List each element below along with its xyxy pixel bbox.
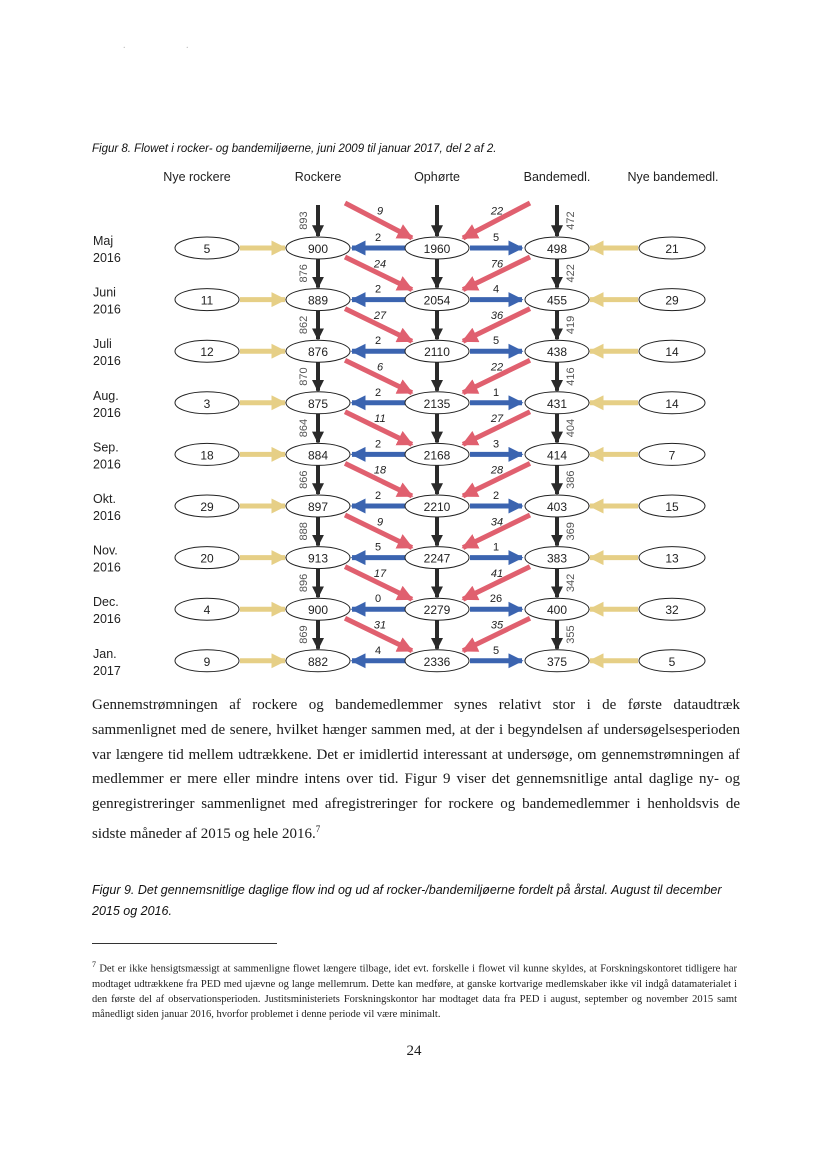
nye-bandemedl-node-value: 14 [665,345,679,360]
ophorte-node-value: 2279 [423,603,451,618]
rockere-node-value: 900 [307,603,329,618]
ophorte-to-rockere-label: 17 [373,567,387,580]
column-header-nye-bandemedl: Nye bandemedl. [627,170,719,184]
rockere-ophorte-label: 4 [374,644,382,657]
bandemedl-node-value: 431 [546,396,568,411]
month-year-label: 2017 [93,663,121,678]
month-year-label: 2016 [93,560,121,575]
rockere-node-value: 900 [307,242,329,256]
ophorte-node-value: 2110 [424,345,450,360]
bandemedl-node-value: 375 [546,654,568,669]
bandemedl-ophorte-label: 2 [492,490,500,502]
rockere-ophorte-label: 2 [374,283,382,296]
rockere-stay-label: 876 [298,264,310,283]
ophorte-to-rockere-label: 6 [376,361,384,374]
ophorte-to-bandemedl-label: 27 [490,413,504,426]
ophorte-node-value: 2168 [423,448,451,463]
bandemedl-node-value: 455 [546,293,568,308]
bandemedl-node-value: 403 [546,500,568,514]
nye-bandemedl-node-value: 15 [665,500,679,514]
nye-rockere-node-value: 11 [200,293,214,308]
month-year-label: 2016 [93,302,121,317]
body-paragraph [92,693,740,847]
bandemedl-ophorte-label: 26 [489,593,503,606]
bandemedl-stay-label: 386 [565,470,577,489]
bandemedl-stay-label: 416 [565,367,577,386]
month-year-label: 2016 [93,457,121,472]
month-year-label: 2016 [93,251,121,265]
column-header-bandemedl: Bandemedl. [523,170,591,184]
footnote-text: Det er ikke hensigtsmæssigt at sammenligne flowet længere tilbage, idet evt. forskelle i flowet vil kunne skyldes, at Forskningskontoret tidligere har modtaget udtrækkene fra PED med ujævne og lange mellemrum. Dette kan medføre, at ganske kortvarige medlemskaber ikke vil indgå datamaterialet i den første del af observationsperioden. Justitsministeriets Forskningskontor har modtaget data fra PED i august, september og november 2015 samt månedligt siden januar 2016, hvorfor problemet i denne periode vil være minimalt. [92,963,738,1021]
figure-8-caption: Figur 8. Flowet i rocker- og bandemiljøerne, juni 2009 til januar 2017, del 2 af 2. [92,143,497,155]
nye-rockere-node-value: 20 [200,551,214,566]
rockere-stay-label: 864 [298,418,310,438]
bandemedl-stay-label: 419 [565,315,577,335]
column-header-nye-rockere: Nye rockere [163,170,231,184]
ophorte-to-rockere-label: 24 [373,258,387,271]
rockere-ophorte-label: 0 [374,593,382,606]
page-number: 24 [406,1043,422,1059]
rockere-stay-label: 862 [298,315,310,335]
rockere-stay-label: 866 [298,470,310,489]
nye-rockere-node-value: 18 [200,448,214,463]
month-label: Maj [93,234,114,248]
rockere-stay-label: 870 [298,367,310,386]
rockere-node-value: 913 [307,551,329,566]
ophorte-node-value: 2054 [423,293,451,308]
rockere-node-value: 889 [307,293,329,308]
ophorte-to-bandemedl-label: 76 [490,258,504,271]
ophorte-to-rockere-label: 18 [373,464,387,477]
bandemedl-stay-label: 369 [565,522,577,541]
rockere-stay-label: 888 [298,522,310,541]
bandemedl-node-value: 438 [546,345,568,360]
month-label: Nov. [93,543,118,558]
bandemedl-stay-label: 404 [565,418,577,438]
footnote [92,957,737,1023]
scan-speck: . [186,40,189,51]
rockere-ophorte-label: 2 [374,438,382,451]
rockere-ophorte-label: 2 [374,232,382,244]
month-year-label: 2016 [93,612,121,627]
column-header-rockere: Rockere [294,170,342,184]
nye-rockere-node-value: 4 [203,603,211,618]
footnote-mark: 7 [92,960,96,969]
ophorte-to-bandemedl-label: 28 [490,464,504,477]
bandemedl-ophorte-label: 5 [492,644,500,657]
month-label: Sep. [93,440,119,455]
month-label: Aug. [93,388,119,403]
bandemedl-stay-label: 342 [565,573,577,593]
ophorte-node-value: 2247 [423,551,451,566]
rockere-node-value: 897 [307,500,329,514]
nye-bandemedl-node-value: 21 [665,242,679,256]
ophorte-node-value: 2336 [423,654,451,669]
bandemedl-ophorte-label: 1 [492,386,500,399]
ophorte-to-rockere-label: 9 [376,516,384,529]
nye-rockere-node-value: 12 [200,345,214,360]
ophorte-to-rockere-label: 9 [376,205,384,218]
nye-bandemedl-node-value: 7 [668,448,676,463]
nye-rockere-node-value: 29 [200,500,214,514]
nye-rockere-node-value: 5 [203,242,211,256]
ophorte-to-bandemedl-label: 36 [490,309,504,322]
scan-speck: . [123,40,126,51]
nye-rockere-node-value: 9 [203,654,211,669]
footnote-divider [92,943,277,944]
rockere-node-value: 875 [307,396,329,411]
month-year-label: 2016 [93,405,121,420]
ophorte-to-bandemedl-label: 22 [490,205,504,218]
ophorte-to-bandemedl-label: 35 [490,619,504,632]
figure-9-caption: Figur 9. Det gennemsnitlige daglige flow ind og ud af rocker-/bandemiljøerne fordelt på årstal. August til december 2015 og 2016. [92,883,722,918]
bandemedl-node-value: 383 [546,551,568,566]
bandemedl-ophorte-label: 3 [492,438,500,451]
month-label: Jan. [93,646,117,661]
rockere-stay-label: 893 [298,211,310,230]
month-label: Dec. [93,595,119,610]
bandemedl-stay-label: 472 [565,211,577,230]
ophorte-to-rockere-label: 11 [374,413,386,426]
bandemedl-node-value: 498 [546,242,568,256]
nye-bandemedl-node-value: 32 [665,603,679,618]
bandemedl-stay-label: 355 [565,625,577,644]
bandemedl-ophorte-label: 4 [492,283,500,296]
ophorte-node-value: 2210 [423,500,451,514]
rockere-ophorte-label: 2 [374,490,382,502]
month-label: Okt. [93,492,116,506]
column-header-ophorte: Ophørte [414,170,460,184]
ophorte-to-bandemedl-label: 41 [490,567,504,580]
ophorte-node-value: 2135 [423,396,451,411]
ophorte-to-bandemedl-label: 34 [490,516,504,529]
bandemedl-node-value: 414 [546,448,568,463]
ophorte-to-bandemedl-label: 22 [490,361,504,374]
ophorte-to-rockere-label: 31 [373,619,387,632]
month-year-label: 2016 [93,354,121,369]
nye-bandemedl-node-value: 13 [665,551,679,566]
body-paragraph-text: Gennemstrømningen af rockere og bandemedlemmer synes relativt stor i de første dataudtræk sammenlignet med de senere, hvilket hænger sammen med, at der i begyndelsen af undersøgelsesperioden var længere tid mellem udtrækkene. Det er imidlertid interessant at undersøge, om gennemstrømningen af medlemmer er mere eller mindre intens over tid. Figur 9 viser det gennemsnitlige antal daglige ny- og genregistreringer sammenlignet med afregistreringer for rockere og bandemedlemmer i henholdsvis de sidste måneder af 2015 og hele 2016. [92,697,740,842]
nye-bandemedl-node-value: 5 [668,654,676,669]
bandemedl-ophorte-label: 1 [492,541,500,554]
rockere-ophorte-label: 2 [374,335,382,348]
month-label: Juli [93,337,112,352]
rockere-node-value: 876 [307,345,329,360]
rockere-stay-label: 869 [298,625,310,644]
nye-bandemedl-node-value: 29 [665,293,679,308]
bandemedl-ophorte-label: 5 [492,335,500,348]
ophorte-to-rockere-label: 27 [373,309,387,322]
nye-bandemedl-node-value: 14 [665,396,679,411]
nye-rockere-node-value: 3 [203,396,211,411]
rockere-node-value: 884 [307,448,329,463]
rockere-node-value: 882 [307,654,329,669]
rockere-ophorte-label: 2 [374,386,382,399]
month-year-label: 2016 [93,509,121,523]
ophorte-node-value: 1960 [423,242,451,256]
bandemedl-stay-label: 422 [565,264,577,283]
bandemedl-node-value: 400 [546,603,568,618]
footnote-reference[interactable]: 7 [315,823,321,834]
rockere-stay-label: 896 [298,573,310,593]
month-label: Juni [93,285,116,300]
bandemedl-ophorte-label: 5 [492,232,500,244]
rockere-ophorte-label: 5 [374,541,382,554]
